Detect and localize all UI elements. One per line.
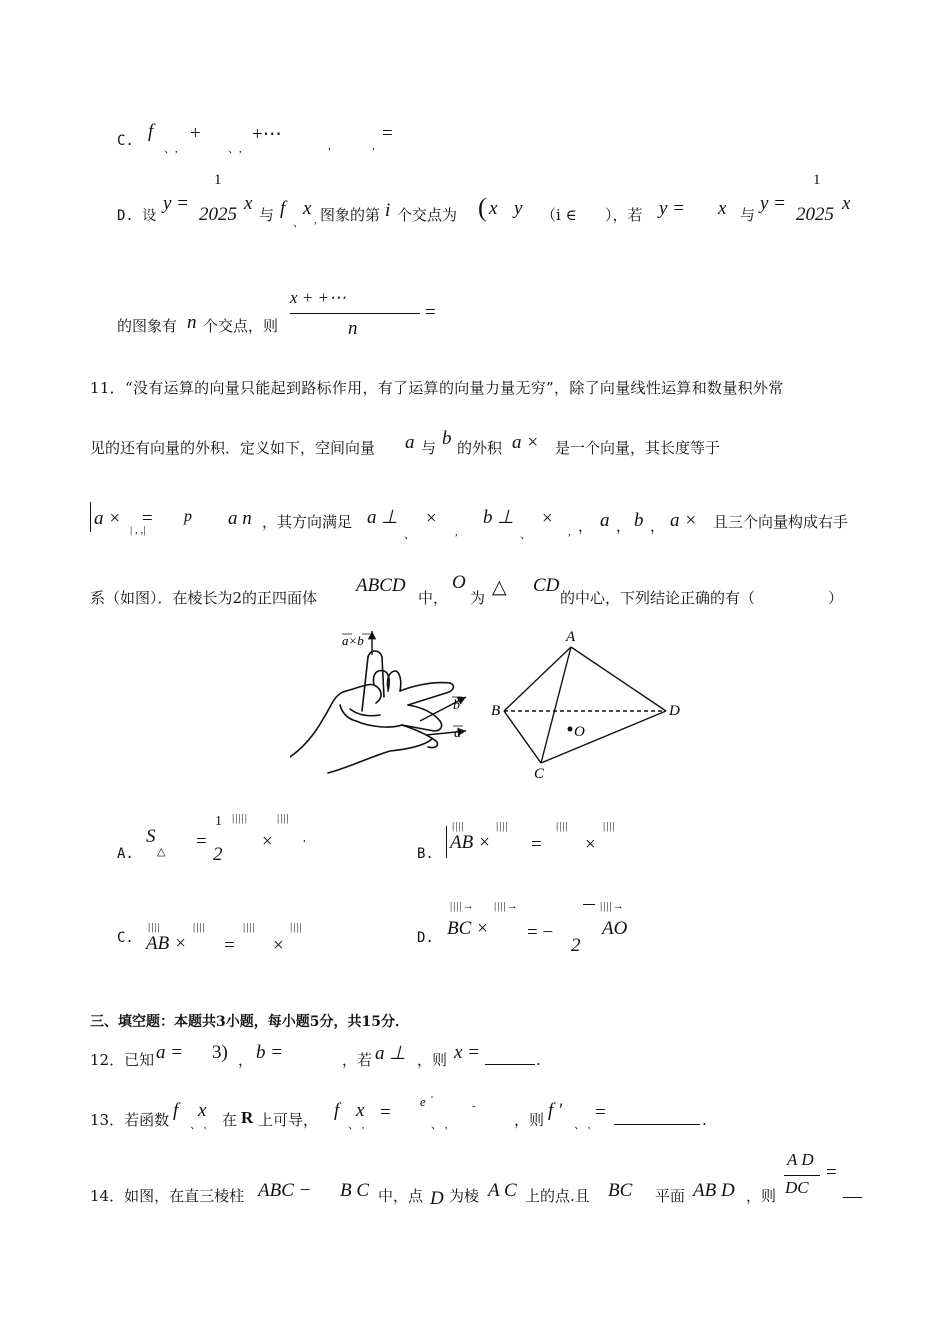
q10-d-i-in: （i ∈ — [541, 206, 577, 224]
q11-line2-b: 的外积 — [457, 439, 503, 457]
tetrahedron-drawing — [504, 647, 666, 763]
q11-a-mark: , — [303, 832, 306, 844]
q13-in-r: 在 — [222, 1111, 238, 1129]
q12-val: 3) — [212, 1042, 228, 1063]
q10-d-i: i — [385, 200, 391, 221]
q13-text-b: 上可导， — [258, 1111, 319, 1129]
q13-f2: f — [334, 1100, 340, 1121]
q11-abs-bar — [90, 502, 91, 532]
vertex-label-b: B — [491, 703, 501, 719]
q13-answer-blank[interactable] — [614, 1108, 700, 1125]
q11-c-times: × — [273, 935, 284, 956]
label-b: b — [453, 698, 460, 713]
q13-mark4: 、 , — [431, 1119, 448, 1131]
q11-a-tri: △ — [157, 846, 166, 858]
q11-line4-cd: CD — [533, 575, 560, 596]
q13-eq: = — [380, 1102, 391, 1123]
q11-b-vec-mark3: |||| — [556, 820, 569, 832]
q11-b-vec-mark: |||| — [452, 820, 465, 832]
q10-option-d-label: D. 设 — [117, 208, 157, 224]
q12-answer-blank[interactable] — [485, 1048, 535, 1065]
q12-a-eq: a = — [156, 1042, 184, 1063]
q13-e: e — [420, 1094, 426, 1109]
q10-c-plus: + — [190, 123, 201, 144]
q12-text-a: 12．已知 — [90, 1051, 155, 1069]
q12-b-eq: b = — [256, 1042, 284, 1063]
q14-bc: BC — [608, 1180, 633, 1201]
vertex-label-d: D — [669, 703, 680, 719]
q11-line3-aperp: a ⊥ — [367, 507, 398, 528]
q11-line3-bperp: b ⊥ — [483, 507, 514, 528]
q10-d-x: x — [244, 193, 253, 214]
q10-c-sub-mark4: , — [372, 140, 375, 152]
q11-line3-times2: × — [542, 508, 553, 529]
q13-text-a: 13．若函数 — [90, 1111, 170, 1129]
q11-line4-d: 的中心，下列结论正确的有（ — [560, 589, 756, 607]
q11-line4-o: O — [452, 572, 466, 593]
q11-line3-mark4: 、 — [520, 529, 531, 541]
q10-d-x2: x — [303, 198, 312, 219]
q10-d-frac-bar — [290, 313, 420, 314]
q11-a-one: 1 — [215, 814, 222, 829]
q14-text-c: 为棱 — [449, 1187, 480, 1205]
q11-line3-axb2: a × — [670, 510, 698, 531]
q11-line3-a2: a — [600, 510, 610, 531]
q11-line2-c: 是一个向量，其长度等于 — [555, 439, 721, 457]
q12-text-b: ，若 — [342, 1051, 373, 1069]
q10-d-yeq3: y = — [760, 193, 787, 214]
q10-d-x4: x — [842, 193, 851, 214]
q11-line4-close: ） — [828, 589, 844, 607]
q11-b-vec-mark2: |||| — [496, 820, 509, 832]
q11-c-vec-mark: |||| — [148, 921, 161, 933]
q11-a-s: S — [146, 826, 156, 847]
q11-c-eq: = — [224, 935, 235, 956]
q11-option-b-label: B. — [417, 846, 434, 862]
q11-line3-mark: | , ,| — [130, 524, 146, 536]
q11-d-sqrt-bar — [583, 904, 595, 905]
q10-d-line2-text: 的图象有 — [117, 317, 178, 335]
center-point-o — [568, 727, 573, 732]
q10-d-xi: x — [489, 198, 498, 219]
q11-line3-b2: b — [634, 510, 644, 531]
q12-aperp: a ⊥ — [375, 1043, 406, 1064]
q11-c-vec-mark2: |||| — [193, 921, 206, 933]
q11-c-ab: AB × — [146, 933, 187, 954]
q11-b-ab: AB × — [450, 832, 491, 853]
q10-d-mark2: , — [314, 214, 317, 226]
q11-line3-comma3: ， — [650, 517, 666, 535]
vertex-label-c: C — [534, 766, 545, 782]
q14-frac-bar — [784, 1175, 820, 1176]
q11-a-vec-mark1: ||||| — [232, 812, 249, 824]
q11-option-c-label: C. — [117, 930, 134, 946]
q10-d-one2: 1 — [813, 172, 821, 188]
q10-d-paren: ( — [478, 193, 487, 222]
q10-d-n: n — [187, 312, 197, 333]
q10-option-c-label: C. — [117, 133, 134, 149]
q10-d-yeq: y = — [163, 193, 190, 214]
q11-line3-a: ，其方向满足 — [262, 513, 353, 531]
section3-heading: 三、填空题：本题共3小题，每小题5分，共15分． — [90, 1014, 409, 1030]
q11-b-abs-bar — [446, 826, 447, 858]
q14-ac: A C — [488, 1180, 517, 1201]
q10-d-x3: x — [718, 198, 727, 219]
q13-x2: x — [356, 1100, 365, 1121]
q10-d-den: 2025 — [199, 204, 237, 225]
q13-mark: 、 , — [190, 1119, 207, 1131]
q12-text-c: ，则 — [417, 1051, 448, 1069]
q11-d-bc: BC × — [447, 918, 489, 939]
q13-mark3: ' — [431, 1094, 433, 1106]
q11-line3-eq: = — [142, 508, 153, 529]
q13-eq2: = — [595, 1102, 606, 1123]
label-o: O — [574, 724, 585, 740]
q11-line3-abs: a × — [94, 508, 122, 529]
q14-prism: ABC − — [258, 1180, 312, 1201]
q11-line3-mark5: , — [568, 526, 571, 538]
q12-x-eq: x = — [454, 1042, 481, 1063]
q11-line4-abcd: ABCD — [356, 575, 406, 596]
q14-frac-num: A D — [787, 1150, 814, 1169]
q11-b-times: × — [585, 834, 596, 855]
q11-line2-yu: 与 — [421, 439, 437, 457]
q10-c-eq: = — [382, 123, 393, 144]
q13-fprime: f ′ — [548, 1100, 563, 1121]
q11-line3-mark2: 、 — [404, 529, 415, 541]
q10-c-f: f — [148, 121, 154, 142]
q11-line3-end: 且三个向量构成右手 — [713, 513, 849, 531]
q11-d-vec-mark3: ||||→ — [600, 900, 625, 912]
q13-x: x — [198, 1100, 207, 1121]
q14-prism2: B C — [340, 1180, 370, 1201]
q11-b-vec-mark4: |||| — [603, 820, 616, 832]
q10-d-yeq2: y = — [659, 198, 686, 219]
q12-period: . — [536, 1051, 541, 1069]
q13-text-c: ，则 — [514, 1111, 545, 1129]
q11-d-vec-mark2: ||||→ — [494, 900, 519, 912]
q11-d-two: 2 — [571, 935, 581, 956]
q14-text-d: 上的点.且 — [525, 1187, 590, 1205]
q11-line3-an: a n — [228, 508, 252, 529]
q10-d-mark: 、 — [293, 217, 304, 229]
q10-d-frac-eq: = — [425, 302, 436, 323]
q10-d-f: f — [280, 198, 286, 219]
q10-d-line2-text2: 个交点，则 — [203, 317, 279, 335]
q13-mark2: 、 , — [348, 1119, 365, 1131]
q14-plane: AB D — [693, 1180, 735, 1201]
q10-d-den2: 2025 — [796, 204, 834, 225]
q11-option-d-label: D. — [417, 930, 434, 946]
q11-d-vec-mark: ||||→ — [450, 900, 475, 912]
q11-line3-comma2: ， — [616, 517, 632, 535]
q11-line4-c: 为 — [470, 589, 486, 607]
q11-figure — [290, 625, 690, 785]
q11-line3-comma: ， — [578, 517, 594, 535]
q11-d-ao: AO — [602, 918, 628, 939]
q11-a-vec-mark2: |||| — [277, 812, 290, 824]
label-axb: a×b — [342, 633, 364, 648]
q14-text-b: 中，点 — [378, 1187, 424, 1205]
label-a: a — [454, 726, 461, 741]
q11-line2-a: 见的还有向量的外积．定义如下，空间向量 — [90, 439, 376, 457]
q14-answer-dash[interactable]: — — [843, 1186, 862, 1207]
q10-c-plus-dots: +⋯ — [252, 124, 282, 145]
q13-r: R — [241, 1108, 254, 1127]
q13-f: f — [173, 1100, 179, 1121]
q11-c-vec-mark3: |||| — [243, 921, 256, 933]
q11-a-two: 2 — [213, 844, 223, 865]
q10-d-text2: 个交点为 — [397, 206, 458, 224]
q11-option-a-label: A. — [117, 846, 134, 862]
q10-d-yu: 与 — [259, 206, 275, 224]
q11-line1: 11．“没有运算的向量只能起到路标作用，有了运算的向量力量无穷”，除了向量线性运算和数量积外常 — [90, 379, 784, 397]
q11-line4-b: 中， — [418, 589, 449, 607]
q11-line3-mark3: , — [455, 526, 458, 538]
q14-text-e: 平面 — [655, 1187, 686, 1205]
q14-d: D — [430, 1188, 444, 1209]
q12-comma: ， — [238, 1051, 254, 1069]
q13-mark6: 、 , — [574, 1119, 591, 1131]
q10-d-one: 1 — [214, 172, 222, 188]
vertex-label-a: A — [566, 629, 576, 645]
q11-line4-tri: △ — [492, 577, 507, 598]
q11-line4-a: 系（如图）．在棱长为2的正四面体 — [90, 589, 318, 607]
q14-frac-den: DC — [785, 1178, 809, 1197]
q11-line2-vb: b — [442, 428, 452, 449]
q13-mark5: - — [472, 1100, 476, 1112]
q14-text-a: 14．如图，在直三棱柱 — [90, 1187, 245, 1205]
q11-c-vec-mark4: |||| — [290, 921, 303, 933]
q10-d-frac-num: x + +⋯ — [290, 288, 346, 307]
q10-d-frac-den: n — [348, 318, 358, 339]
q11-line2-axb: a × — [512, 432, 540, 453]
q11-line2-va: a — [405, 432, 415, 453]
q11-b-eq: = — [531, 834, 542, 855]
q10-d-yi: y — [514, 198, 523, 219]
right-hand-drawing — [290, 651, 453, 773]
q10-d-text1: 图象的第 — [320, 206, 381, 224]
q10-c-sub-mark3: , — [328, 140, 331, 152]
q14-text-f: ，则 — [746, 1187, 777, 1205]
q10-d-paren-close: ），若 — [605, 206, 643, 224]
q11-line3-p: p — [184, 508, 192, 525]
q11-a-eq: = — [196, 831, 207, 852]
q14-eq: = — [826, 1162, 837, 1183]
q11-a-times: × — [262, 831, 273, 852]
q13-period: . — [702, 1111, 707, 1129]
q10-c-sub-mark2: 、, — [228, 143, 242, 155]
q11-d-eq: = − — [527, 922, 554, 943]
q10-c-sub-mark: 、, — [164, 143, 178, 155]
q10-d-yu2: 与 — [740, 206, 756, 224]
q11-line3-times1: × — [426, 508, 437, 529]
